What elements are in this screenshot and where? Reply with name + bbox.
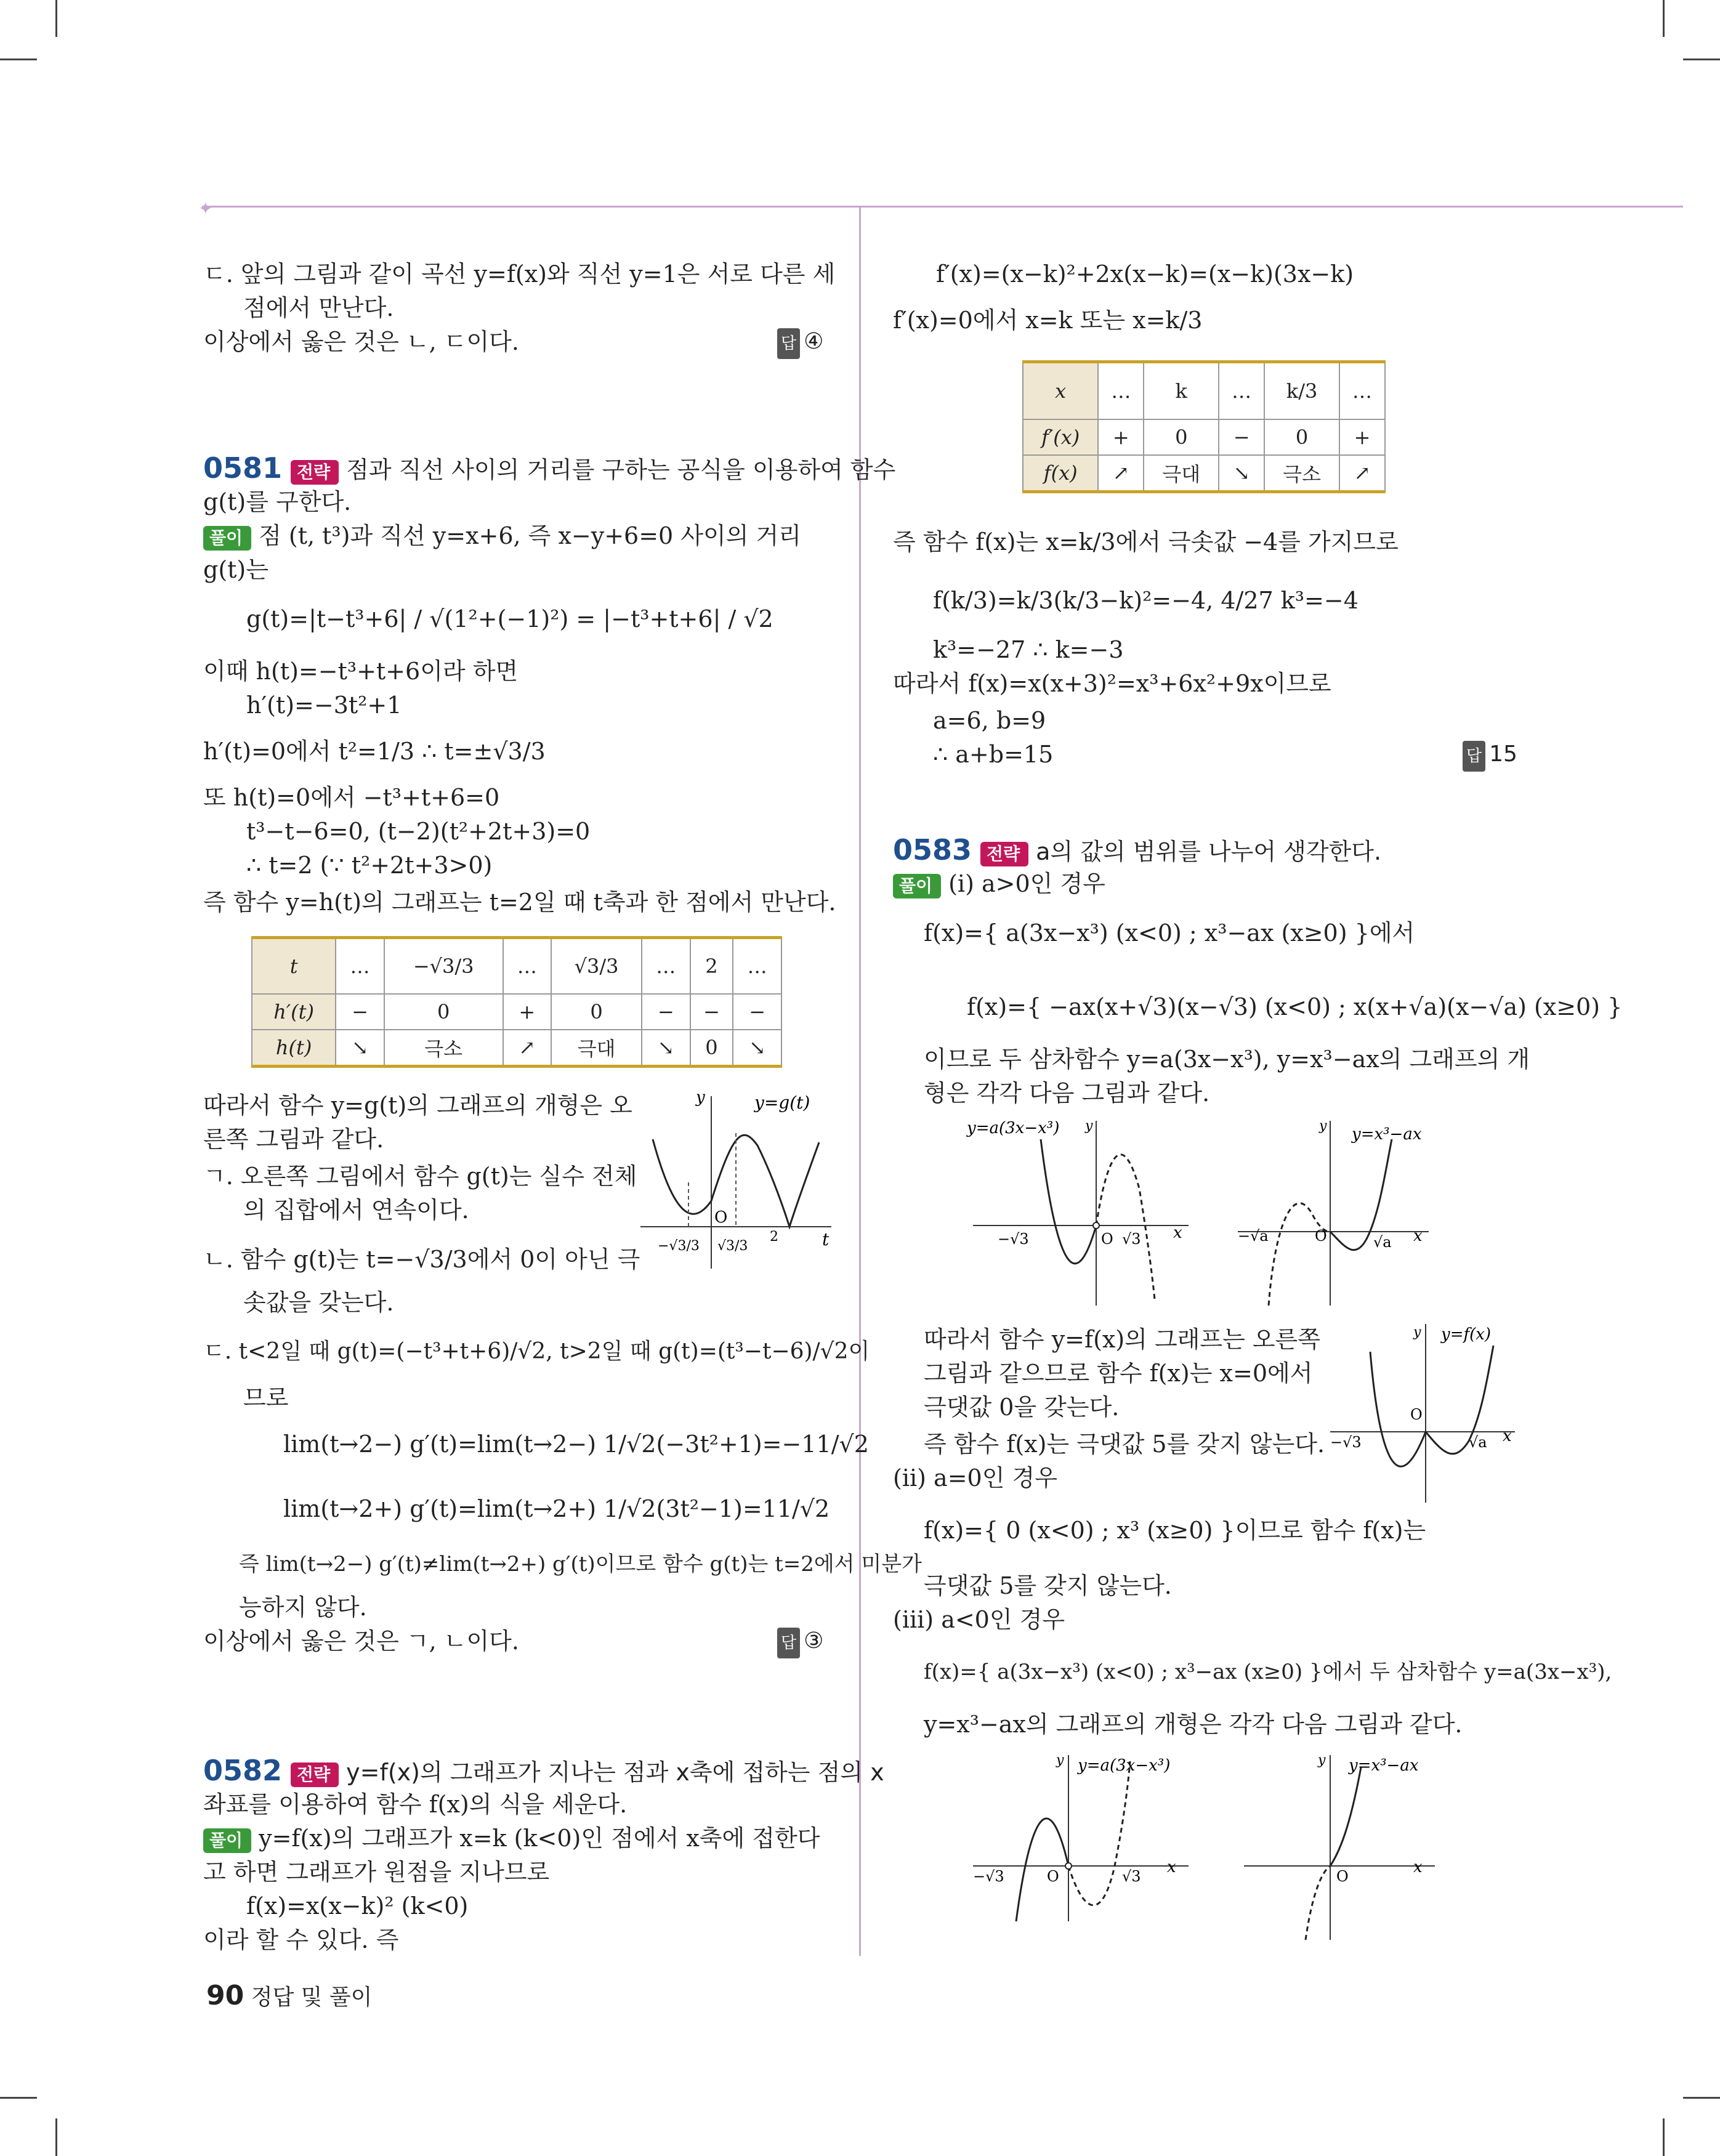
table-cell: 극소	[384, 1030, 503, 1067]
text-line: 즉 함수 f(x)는 극댓값 5를 갖지 않는다.	[924, 1431, 1325, 1458]
table-cell: ↘	[336, 1030, 384, 1067]
formula-line: t³−t−6=0, (t−2)(t²+2t+3)=0	[246, 818, 591, 845]
text-line: 풀이 y=f(x)의 그래프가 x=k (k<0)인 점에서 x축에 접한다	[203, 1823, 820, 1854]
table-row	[252, 994, 781, 1030]
text-line: 극댓값 0을 갖는다.	[924, 1394, 1120, 1421]
crop-mark	[1683, 2097, 1720, 2099]
page-number: 90	[206, 1980, 244, 2011]
tick-label: −√a	[1238, 1227, 1269, 1245]
table-cell: ↘	[1219, 455, 1264, 492]
axis-label-x: x	[1173, 1224, 1182, 1242]
text-line: 솟값을 갖는다.	[243, 1289, 394, 1316]
formula-line: f(x)={ a(3x−x³) (x<0) ; x³−ax (x≥0) }에서 두 삼차함수 y=a(3x−x³),	[924, 1660, 1612, 1684]
text-line: ㄱ. 오른쪽 그림에서 함수 g(t)는 실수 전체	[203, 1163, 637, 1190]
strategy-tag: 전략	[291, 1762, 339, 1787]
tick-label: −√3	[998, 1230, 1029, 1248]
tick-label: 2	[770, 1229, 778, 1245]
table-cell: …	[1219, 362, 1264, 420]
table-cell: −	[733, 994, 781, 1030]
formula-line: lim(t→2−) g′(t)=lim(t→2−) 1/√2(−3t²+1)=−11/√2	[283, 1431, 869, 1458]
text-line: 고 하면 그래프가 원점을 지나므로	[203, 1859, 550, 1886]
formula-line: lim(t→2+) g′(t)=lim(t→2+) 1/√2(3t²−1)=11/√2	[283, 1495, 830, 1522]
problem-0583-header: 0583 전략 a의 값의 범위를 나누어 생각한다.	[893, 833, 1382, 866]
curve-label: y=g(t)	[754, 1092, 810, 1113]
text-line: 이상에서 옳은 것은 ㄴ, ㄷ이다.	[203, 328, 519, 355]
origin-label: O	[1410, 1406, 1423, 1423]
text-line: 극댓값 5를 갖지 않는다.	[924, 1572, 1172, 1599]
table-cell: 0	[1144, 419, 1219, 455]
table-cell: …	[1339, 362, 1385, 420]
formula-line: k³=−27 ∴ k=−3	[933, 636, 1124, 663]
table-cell: −	[336, 994, 384, 1030]
text-line: 즉 함수 f(x)는 x=k/3에서 극솟값 −4를 가지므로	[893, 528, 1399, 555]
graph-f-a-pos	[1324, 1318, 1527, 1509]
footer-label: 정답 및 풀이	[251, 1985, 373, 2010]
table-cell: −	[1219, 419, 1264, 455]
text-line: g(t)는	[203, 556, 268, 583]
solution-tag: 풀이	[893, 874, 941, 898]
table-cell: 극대	[551, 1030, 642, 1067]
text-line: 풀이 (i) a>0인 경우	[893, 868, 1105, 899]
axis-label-y: y	[1085, 1118, 1093, 1134]
text-line: 의 집합에서 연속이다.	[243, 1197, 469, 1224]
text-line: 즉 함수 y=h(t)의 그래프는 t=2일 때 t축과 한 점에서 만난다.	[203, 889, 836, 916]
graph-a-neg-right	[1238, 1749, 1447, 1946]
table-cell: 0	[384, 994, 503, 1030]
solution-tag: 풀이	[203, 1828, 251, 1853]
formula-line: h′(t)=−3t²+1	[246, 692, 402, 719]
formula-line: f(x)={ a(3x−x³) (x<0) ; x³−ax (x≥0) }에서	[924, 919, 1415, 947]
text-line: 이때 h(t)=−t³+t+6이라 하면	[203, 658, 519, 685]
table-cell: +	[503, 994, 552, 1030]
text-line: g(t)를 구한다.	[203, 488, 352, 515]
formula-line: h′(t)=0에서 t²=1/3 ∴ t=±√3/3	[203, 738, 546, 765]
text-line: 능하지 않다.	[239, 1594, 367, 1621]
solution-tag: 풀이	[203, 526, 251, 551]
table-cell: −√3/3	[384, 938, 503, 995]
formula-line: ㄷ. t<2일 때 g(t)=(−t³+t+6)/√2, t>2일 때 g(t)=(t³−t−6)/√2이	[203, 1339, 870, 1364]
crop-mark	[1683, 59, 1720, 60]
text-line: 므로	[243, 1384, 289, 1411]
table-row	[1023, 455, 1385, 492]
tick-label: √3/3	[717, 1238, 748, 1254]
strategy-tag: 전략	[980, 842, 1028, 866]
curve-label: y=x³−ax	[1352, 1125, 1422, 1144]
origin-label: O	[1336, 1868, 1349, 1885]
table-cell: ↘	[733, 1030, 781, 1067]
axis-label-t: t	[822, 1229, 830, 1250]
table-cell: √3/3	[551, 938, 642, 995]
formula-line: f(x)={ −ax(x+√3)(x−√3) (x<0) ; x(x+√a)(x−√a) (x≥0) }	[967, 993, 1623, 1020]
formula-line: g(t)=|t−t³+6| / √(1²+(−1)²) = |−t³+t+6| / √2	[246, 605, 773, 632]
table-cell: +	[1339, 419, 1385, 455]
crop-mark	[55, 0, 57, 37]
table-cell: 2	[690, 938, 733, 995]
tick-label: √3	[1122, 1230, 1141, 1248]
text-line: 풀이 점 (t, t³)과 직선 y=x+6, 즉 x−y+6=0 사이의 거리	[203, 520, 801, 551]
crop-mark	[0, 2097, 37, 2099]
text-line: 이므로 두 삼차함수 y=a(3x−x³), y=x³−ax의 그래프의 개	[924, 1046, 1530, 1073]
table-cell: 0	[690, 1030, 733, 1067]
origin-label: O	[1315, 1227, 1327, 1245]
table-cell: t	[252, 938, 336, 995]
table-cell: ↗	[1098, 455, 1144, 492]
text-line: 따라서 f(x)=x(x+3)²=x³+6x²+9x이므로	[893, 670, 1331, 697]
axis-label-y: y	[1056, 1753, 1064, 1768]
table-cell: h(t)	[252, 1030, 336, 1067]
formula-line: 또 h(t)=0에서 −t³+t+6=0	[203, 784, 500, 811]
table-cell: −	[642, 994, 690, 1030]
text-line: 그림과 같으므로 함수 f(x)는 x=0에서	[924, 1360, 1313, 1387]
table-row	[252, 1030, 781, 1067]
formula-line: ∴ t=2 (∵ t²+2t+3>0)	[246, 852, 493, 879]
text-line: ㄷ. 앞의 그림과 같이 곡선 y=f(x)와 직선 y=1은 서로 다른 세	[203, 260, 836, 288]
origin-label: O	[714, 1208, 728, 1227]
text-line: 따라서 함수 y=f(x)의 그래프는 오른쪽	[924, 1326, 1320, 1353]
text-line: 점에서 만난다.	[243, 294, 394, 321]
table-cell: −	[690, 994, 733, 1030]
table-cell: 극대	[1144, 455, 1219, 492]
table-cell: …	[503, 938, 552, 995]
formula-line: f(x)=x(x−k)² (k<0)	[246, 1892, 469, 1920]
graph-g-t	[634, 1084, 838, 1287]
tick-label: −√3	[973, 1868, 1004, 1885]
text-line: 른쪽 그림과 같다.	[203, 1126, 384, 1153]
crop-mark	[1663, 2118, 1665, 2156]
table-cell: ↘	[642, 1030, 690, 1067]
table-row	[1023, 419, 1385, 455]
crop-mark	[55, 2118, 57, 2156]
table-cell: …	[733, 938, 781, 995]
axis-label-x: x	[1413, 1858, 1423, 1876]
formula-line: f(k/3)=k/3(k/3−k)²=−4, 4/27 k³=−4	[933, 587, 1359, 614]
table-row	[252, 938, 781, 995]
text-line: 따라서 함수 y=g(t)의 그래프의 개형은 오	[203, 1092, 632, 1119]
origin-label: O	[1047, 1868, 1059, 1885]
curve-label: y=a(3x−x³)	[967, 1119, 1060, 1137]
table-cell: …	[642, 938, 690, 995]
formula-line: 즉 lim(t→2−) g′(t)≠lim(t→2+) g′(t)이므로 함수 g(t)는 t=2에서 미분가	[239, 1552, 922, 1577]
axis-label-x: x	[1503, 1427, 1512, 1445]
axis-label-x: x	[1413, 1227, 1423, 1245]
formula-line: f′(x)=(x−k)²+2x(x−k)=(x−k)(3x−k)	[936, 260, 1354, 288]
text-line: 이상에서 옳은 것은 ㄱ, ㄴ이다.	[203, 1628, 519, 1655]
tick-label: √3	[1122, 1868, 1141, 1885]
axis-label-y: y	[1319, 1118, 1327, 1134]
tick-label: √a	[1373, 1233, 1392, 1251]
answer-mark: 답 ③	[777, 1626, 823, 1658]
answer-mark: 답 ④	[777, 326, 823, 359]
strategy-tag: 전략	[291, 460, 339, 485]
table-cell: 극소	[1264, 455, 1339, 492]
tick-label: −√3/3	[658, 1238, 700, 1254]
formula-line: ∴ a+b=15	[933, 741, 1054, 768]
formula-line: a=6, b=9	[933, 707, 1046, 734]
axis-label-y: y	[1318, 1753, 1326, 1768]
problem-number: 0581	[203, 451, 283, 485]
graph-a-pos-right	[1232, 1115, 1441, 1312]
table-cell: ↗	[503, 1030, 552, 1067]
header-rule	[202, 206, 1683, 208]
variation-table-h	[251, 936, 782, 1068]
table-cell: k/3	[1264, 362, 1339, 420]
formula-line: f(x)={ 0 (x<0) ; x³ (x≥0) }이므로 함수 f(x)는	[924, 1517, 1426, 1544]
table-cell: ↗	[1339, 455, 1385, 492]
text-line: 이라 할 수 있다. 즉	[203, 1926, 399, 1953]
graph-a-pos-left	[961, 1115, 1195, 1312]
crop-mark	[0, 59, 37, 60]
table-cell: k	[1144, 362, 1219, 420]
text-line: ㄴ. 함수 g(t)는 t=−√3/3에서 0이 아닌 극	[203, 1246, 640, 1273]
answer-mark: 답 15	[1463, 739, 1517, 772]
graph-a-neg-left	[961, 1749, 1195, 1928]
table-cell: 0	[1264, 419, 1339, 455]
table-cell: …	[1098, 362, 1144, 420]
text-line: (ii) a=0인 경우	[893, 1464, 1057, 1492]
text-line: y=x³−ax의 그래프의 개형은 각각 다음 그림과 같다.	[924, 1711, 1463, 1738]
variation-table-f	[1022, 360, 1386, 493]
table-cell: h′(t)	[252, 994, 336, 1030]
problem-number: 0582	[203, 1754, 283, 1787]
table-cell: …	[336, 938, 384, 995]
tick-label: √a	[1469, 1434, 1487, 1451]
problem-0582-header: 0582 전략 y=f(x)의 그래프가 지나는 점과 x축에 접하는 점의 x	[203, 1754, 884, 1787]
axis-label-y: y	[1413, 1325, 1421, 1340]
table-cell: 0	[551, 994, 642, 1030]
text-line: (iii) a<0인 경우	[893, 1606, 1065, 1633]
text-line: 좌표를 이용하여 함수 f(x)의 식을 세운다.	[203, 1791, 628, 1818]
curve-label: y=x³−ax	[1349, 1756, 1419, 1775]
page-footer	[206, 1980, 372, 2011]
text-line: 형은 각각 다음 그림과 같다.	[924, 1080, 1210, 1107]
formula-line: f′(x)=0에서 x=k 또는 x=k/3	[893, 307, 1203, 334]
crop-mark	[1663, 0, 1665, 37]
tick-label: −√3	[1330, 1434, 1362, 1451]
problem-number: 0583	[893, 833, 972, 866]
table-cell: +	[1098, 419, 1144, 455]
curve-label: y=f(x)	[1441, 1325, 1492, 1344]
axis-label-y: y	[696, 1088, 705, 1107]
curve-label: y=a(3x−x³)	[1078, 1756, 1171, 1775]
problem-0581-header: 0581 전략 점과 직선 사이의 거리를 구하는 공식을 이용하여 함수	[203, 451, 896, 485]
table-cell: x	[1023, 362, 1098, 420]
table-row	[1023, 362, 1385, 420]
star-ornament: ✦	[198, 198, 213, 219]
origin-label: O	[1101, 1230, 1113, 1248]
table-cell: f′(x)	[1023, 419, 1098, 455]
axis-label-x: x	[1167, 1858, 1176, 1876]
table-cell: f(x)	[1023, 455, 1098, 492]
